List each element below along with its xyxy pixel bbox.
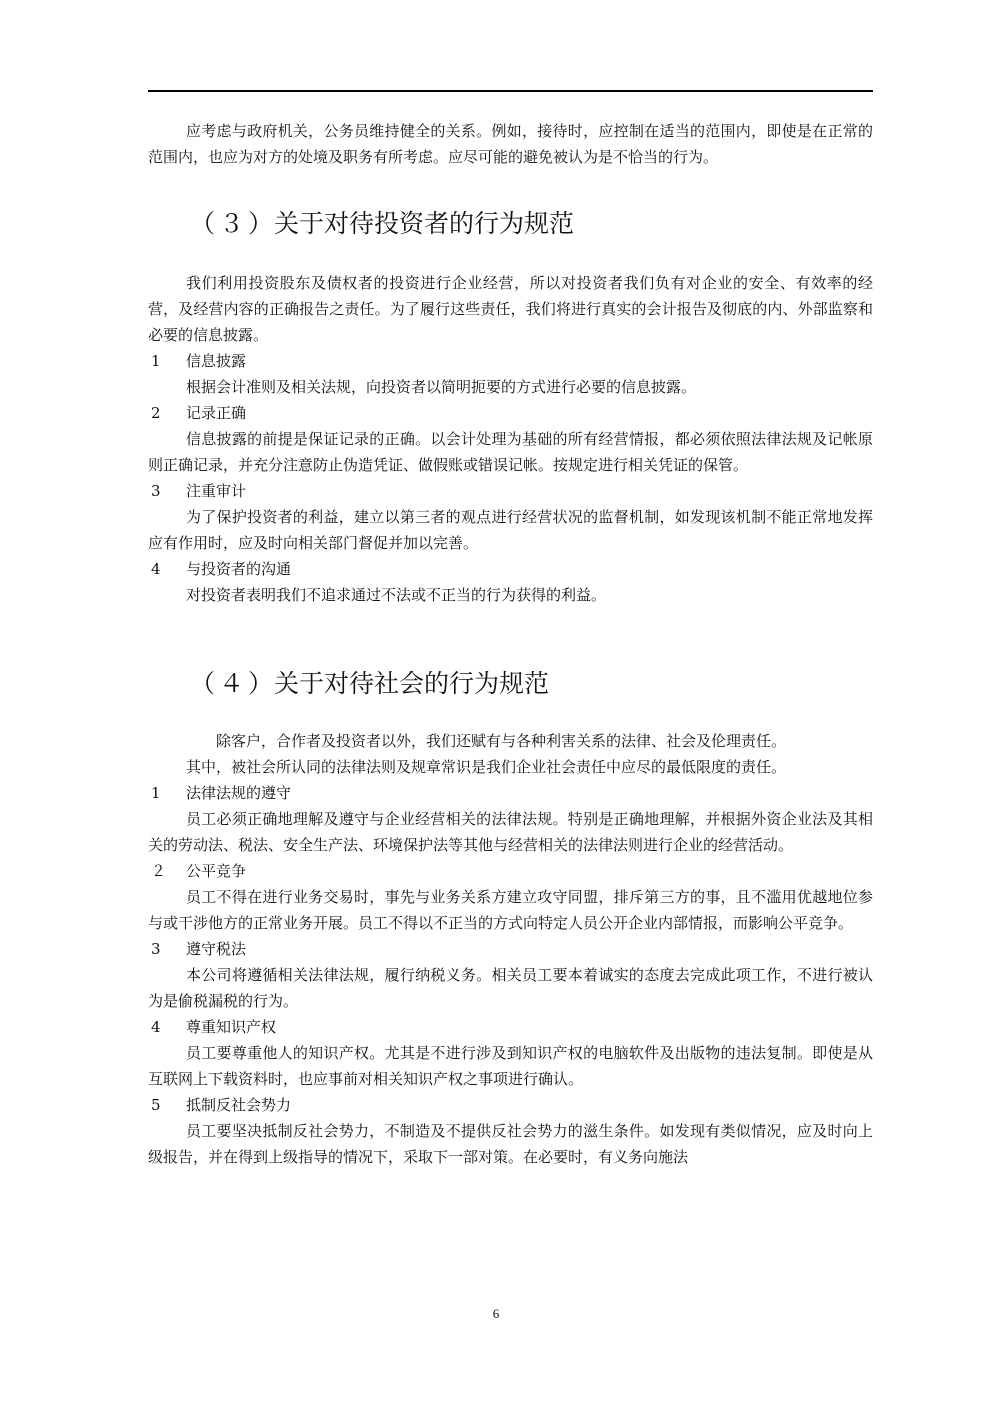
section-3-item xyxy=(148,478,873,556)
item-number: 5 xyxy=(151,1096,161,1114)
item-body: 信息披露的前提是保证记录的正确。以会计处理为基础的所有经营情报，都必须依照法律法规及记帐原则正确记录，并充分注意防止伪造凭证、做假账或错误记帐。按规定进行相关凭证的保管。 xyxy=(148,430,873,474)
section-3-item xyxy=(148,348,873,400)
item-body: 对投资者表明我们不追求通过不法或不正当的行为获得的利益。 xyxy=(186,586,607,604)
item-title: 公平竞争 xyxy=(186,862,247,880)
page-body xyxy=(148,118,873,1170)
item-number: 4 xyxy=(151,1018,161,1036)
item-body: 根据会计准则及相关法规，向投资者以简明扼要的方式进行必要的信息披露。 xyxy=(186,378,697,396)
item-number: 2 xyxy=(151,404,161,422)
item-title: 抵制反社会势力 xyxy=(186,1096,292,1114)
page-number: 6 xyxy=(492,1306,500,1321)
item-title: 记录正确 xyxy=(186,404,247,422)
item-body: 员工要尊重他人的知识产权。尤其是不进行涉及到知识产权的电脑软件及出版物的违法复制。即使是从互联网上下载资料时，也应事前对相关知识产权之事项进行确认。 xyxy=(148,1044,873,1088)
item-title: 法律法规的遵守 xyxy=(186,784,292,802)
section-4-item xyxy=(148,936,873,1014)
section-3-heading xyxy=(148,206,873,242)
item-number: 3 xyxy=(151,940,161,958)
item-number: ２ xyxy=(151,862,167,880)
section-3-lead: 我们利用投资股东及债权者的投资进行企业经营，所以对投资者我们负有对企业的安全、有效率的经营，及经营内容的正确报告之责任。为了履行这些责任，我们将进行真实的会计报告及彻底的内、外部监察和必要的信息披露。 xyxy=(148,274,873,344)
section-3-number: （３） xyxy=(190,209,278,238)
section-4-item xyxy=(148,1014,873,1092)
item-body: 本公司将遵循相关法律法规，履行纳税义务。相关员工要本着诚实的态度去完成此项工作，不进行被认为是偷税漏税的行为。 xyxy=(148,966,873,1010)
item-title: 信息披露 xyxy=(186,352,247,370)
item-body: 员工要坚决抵制反社会势力，不制造及不提供反社会势力的滋生条件。如发现有类似情况，应及时向上级报告，并在得到上级指导的情况下，采取下一部对策。在必要时，有义务向施法 xyxy=(148,1122,873,1166)
section-4-title: 关于对待社会的行为规范 xyxy=(274,669,550,698)
item-body: 员工不得在进行业务交易时，事先与业务关系方建立攻守同盟，排斥第三方的事，且不滥用优越地位参与或干涉他方的正常业务开展。员工不得以不正当的方式向特定人员公开企业内部情报，而影响公平竞争。 xyxy=(148,888,873,932)
section-4-lead-2: 其中，被社会所认同的法律法则及规章常识是我们企业社会责任中应尽的最低限度的责任。 xyxy=(186,758,787,776)
section-4-item xyxy=(148,780,873,858)
item-number: 3 xyxy=(151,482,161,500)
item-title: 与投资者的沟通 xyxy=(186,560,292,578)
item-number: 4 xyxy=(151,560,161,578)
header-rule xyxy=(148,90,873,92)
item-number: 1 xyxy=(151,352,161,370)
section-3-item xyxy=(148,400,873,478)
item-body: 为了保护投资者的利益，建立以第三者的观点进行经营状况的监督机制，如发现该机制不能正常地发挥应有作用时，应及时向相关部门督促并加以完善。 xyxy=(148,508,873,552)
item-body: 员工必须正确地理解及遵守与企业经营相关的法律法规。特别是正确地理解，并根据外资企业法及其相关的劳动法、税法、安全生产法、环境保护法等其他与经营相关的法律法则进行企业的经营活动。 xyxy=(148,810,873,854)
section-4-heading xyxy=(148,666,873,702)
item-title: 注重审计 xyxy=(186,482,247,500)
intro-paragraph: 应考虑与政府机关，公务员维持健全的关系。例如，接待时，应控制在适当的范围内，即使是在正常的范围内，也应为对方的处境及职务有所考虑。应尽可能的避免被认为是不恰当的行为。 xyxy=(148,122,873,166)
section-4-item xyxy=(148,1092,873,1170)
section-3-item xyxy=(148,556,873,608)
item-title: 遵守税法 xyxy=(186,940,247,958)
item-number: 1 xyxy=(151,784,161,802)
section-4-item xyxy=(148,858,873,936)
item-title: 尊重知识产权 xyxy=(186,1018,277,1036)
section-4-number: （４） xyxy=(190,669,278,698)
section-3-title: 关于对待投资者的行为规范 xyxy=(274,209,575,238)
section-4-lead-1: 除客户，合作者及投资者以外，我们还赋有与各种利害关系的法律、社会及伦理责任。 xyxy=(216,732,787,750)
